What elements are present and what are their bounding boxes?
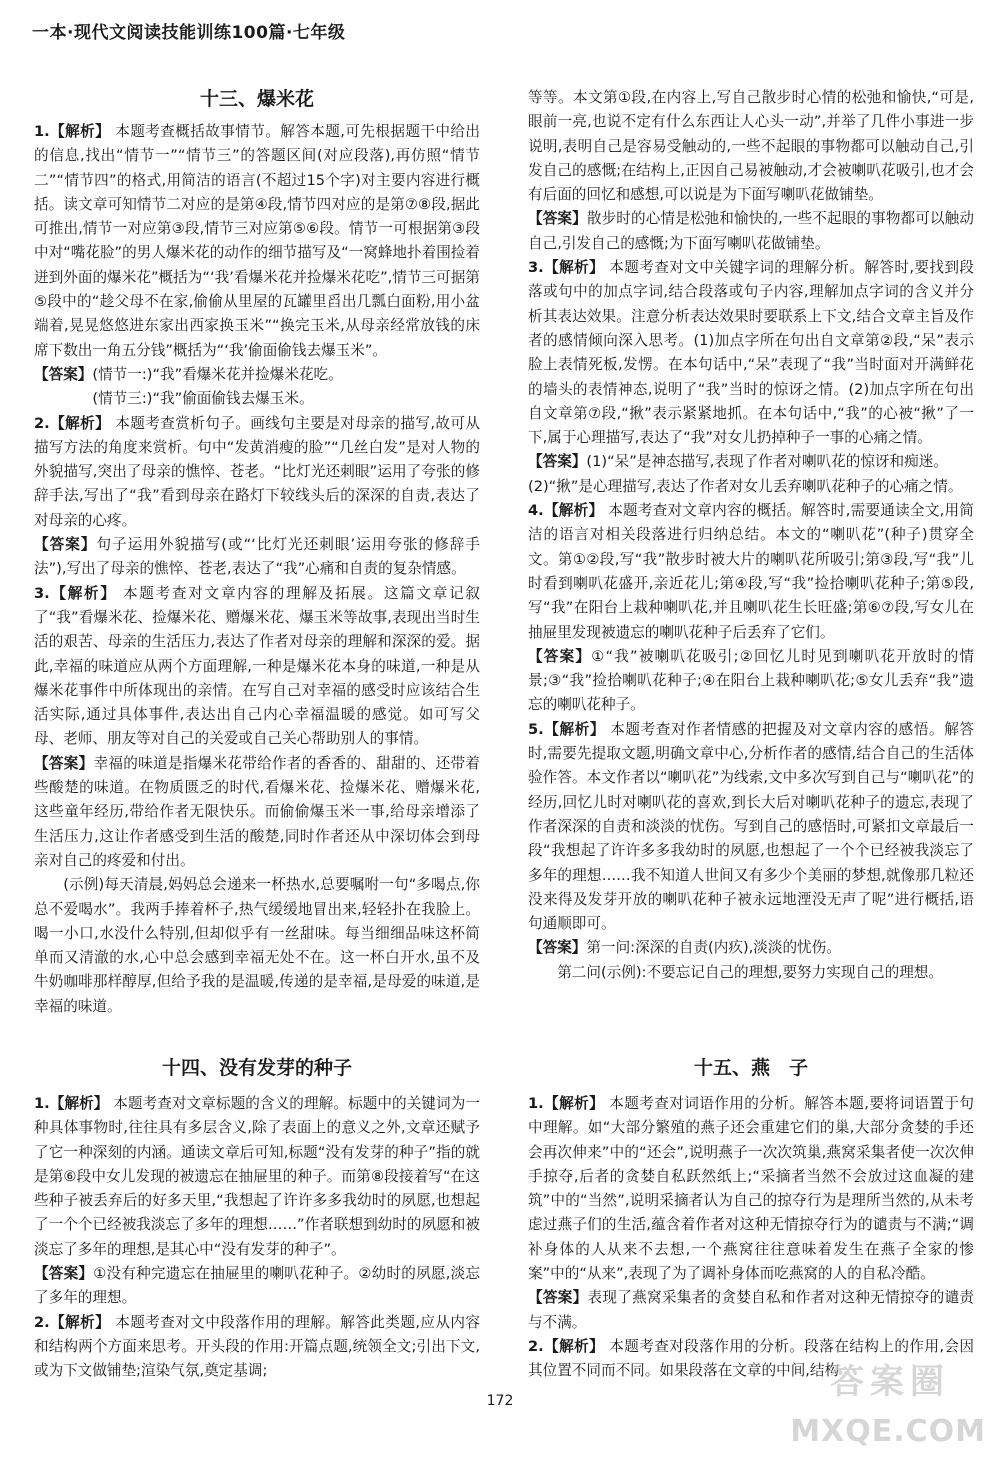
- s13b-q5-answer: [528, 936, 974, 960]
- s14-q1-number: 1.: [34, 1095, 50, 1112]
- s13-q1-analysis-tag: 【解析】: [49, 123, 111, 140]
- s13b-q3-analysis-tag: 【解析】: [543, 259, 605, 277]
- s13b-q5-answer-1: 第一问:深深的自责(内疚),淡淡的忧伤。: [586, 939, 841, 957]
- section-15-column: [528, 1092, 974, 1384]
- s13-q3-answer: [34, 752, 480, 873]
- s13-q1-answer: [34, 363, 480, 387]
- s13b-q5-number: 5.: [528, 720, 544, 738]
- s13b-q3: [528, 256, 974, 450]
- s15-q1: [528, 1092, 974, 1286]
- s13b-q4-answer: [528, 645, 974, 718]
- s13-q1-answer-tag: 【答案】: [34, 365, 93, 383]
- s13-continued-analysis: 等等。本文第①段,在内容上,写自己散步时心情的松弛和愉快,“可是,眼前一亮,也说不定有什么东西让人心头一动”,并举了几件小事进一步说明,表明自己是容易受触动的,一些不起眼的事物都可以触动自己,引发自己的感慨;在结构上,正因自己易被触动,才会被喇叭花吸引,也才会有后面的回忆和感想,可以说是为下面写喇叭花做铺垫。: [528, 89, 974, 204]
- s13-q1-answer-2: (情节三:)“我”偷面偷钱去爆玉米。: [92, 390, 314, 408]
- s13-q2-answer-tag: 【答案】: [34, 536, 97, 554]
- right-column: [528, 86, 974, 985]
- s13-q2-answer: [34, 533, 480, 582]
- s15-q1-analysis-tag: 【解析】: [543, 1095, 605, 1112]
- s13b-q5: [528, 718, 974, 937]
- s13-q2: [34, 412, 480, 533]
- s15-q2-analysis: 本题考查对段落作用的分析。段落在结构上的作用,会因其位置不同而不同。如果段落在文章的中间,结构: [528, 1337, 974, 1380]
- s14-q1-answer: [34, 1262, 480, 1311]
- s15-q2-number: 2.: [528, 1337, 544, 1355]
- s13-continued-answer: [528, 207, 974, 256]
- s15-q1-analysis: 本题考查对词语作用的分析。解答本题,要将词语置于句中理解。如“大部分繁殖的燕子还会重建它们的巢,大部分贪婪的手还会再次伸来”中的“还会”,说明燕子一次次筑巢,燕窝采集者使一次次伸手掠夺,后者的贪婪自私跃然纸上;“采摘者当然不会放过这血凝的建筑”中的“当然”,说明采摘者认为自己的掠夺行为是理所当然的,从未考虑过燕子们的生活,蕴含着作者对这种无情掠夺行为的谴责与不满;“调补身体的人从来不去想,一个燕窝往往意味着发生在燕子全家的惨案”中的“从来”,表现了为了调补身体而吃燕窝的人的自私冷酷。: [528, 1095, 974, 1283]
- s13b-q4: [528, 499, 974, 645]
- s13-q3-answer-tag: 【答案】: [34, 754, 94, 772]
- s13-q3: [34, 582, 480, 752]
- s14-q1-analysis-tag: 【解析】: [49, 1095, 109, 1112]
- s13b-q4-analysis: 本题考查对文章内容的概括。解答时,需要通读全文,用简洁的语言对相关段落进行归纳总结。本文的“喇叭花”(种子)贯穿全文。第①②段,写“我”散步时被大片的喇叭花所吸引;第③段,写“我”儿时看到喇叭花盛开,亲近花儿;第④段,写“我”捡拾喇叭花种子;第⑤段,写“我”在阳台上栽种喇叭花,并且喇叭花生长旺盛;第⑥⑦段,写女儿在抽屉里发现被遗忘的喇叭花种子后丢弃了它们。: [528, 502, 974, 641]
- page-number: 172: [486, 1393, 514, 1409]
- s13-q3-answer-text: 幸福的味道是指爆米花带给作者的香香的、甜甜的、还带着些酸楚的味道。在物质匮乏的时代,看爆米花、捡爆米花、赠爆米花,这些童年经历,带给作者无限快乐。而偷偷爆玉米一事,给母亲增添了生活压力,这让作者感受到生活的酸楚,同时作者还从中深切体会到母亲对自己的疼爱和付出。: [34, 754, 480, 869]
- s15-q1-answer-tag: 【答案】: [528, 1289, 588, 1307]
- s13-continued-answer-tag: 【答案】: [528, 210, 587, 228]
- s15-q1-answer: [528, 1286, 974, 1335]
- s13b-q4-answer-tag: 【答案】: [528, 647, 592, 665]
- s13b-q5-analysis-tag: 【解析】: [543, 720, 606, 738]
- watermark-url: MXQE.COM: [790, 1414, 986, 1449]
- s13b-q3-answer-tag: 【答案】: [528, 453, 587, 471]
- s13b-q5-answer-tag: 【答案】: [528, 939, 587, 957]
- s13-q2-analysis: 本题考查赏析句子。画线句主要是对母亲的描写,故可从描写方法的角度来赏析。句中“发黄消瘦的脸”“几丝白发”是对人物的外貌描写,突出了母亲的憔悴、苍老。“比灯光还刺眼”运用了夸张的修辞手法,写出了“我”看到母亲在路灯下较线头后的深深的自责,表达了对母亲的心疼。: [34, 414, 480, 529]
- s15-q1-number: 1.: [528, 1095, 544, 1112]
- section-14-column: [34, 1092, 480, 1384]
- s13b-q3-answer-1: (1)“呆”是神态描写,表现了作者对喇叭花的惊讶和痴迷。: [586, 453, 948, 471]
- book-header: 一本·现代文阅读技能训练100篇·七年级: [32, 23, 346, 43]
- s13b-q4-number: 4.: [528, 502, 544, 520]
- section-15-title: 十五、燕 子: [693, 1057, 808, 1079]
- s14-q2-analysis: 本题考查对文中段落作用的理解。解答此类题,应从内容和结构两个方面来思考。开头段的作用:开篇点题,统领全文;引出下文,或为下文做铺垫;渲染气氛,奠定基调;: [34, 1313, 480, 1380]
- s13b-q3-answer-2: (2)“揪”是心理描写,表达了作者对女儿丢弃喇叭花种子的心痛之情。: [528, 477, 963, 495]
- s14-q2: [34, 1311, 480, 1384]
- s14-q2-analysis-tag: 【解析】: [49, 1313, 111, 1331]
- s13-q2-analysis-tag: 【解析】: [49, 414, 111, 432]
- left-column: [34, 86, 480, 1019]
- section-13-title: 十三、爆米花: [199, 88, 314, 110]
- s15-q1-answer-text: 表现了燕窝采集者的贪婪自私和作者对这种无情掠夺的谴责与不满。: [528, 1289, 974, 1331]
- s13-continued-answer-text: 散步时的心情是松弛和愉快的,一些不起眼的事物都可以触动自己,引发自己的感慨;为下面写喇叭花做铺垫。: [528, 210, 974, 252]
- s13b-q4-analysis-tag: 【解析】: [543, 502, 604, 520]
- s13-q3-analysis: 本题考查对文章内容的理解及拓展。这篇文章记叙了“我”看爆米花、捡爆米花、赠爆米花、爆玉米等故事,表现出当时生活的艰苦、母亲的生活压力,表达了作者对母亲的理解和深深的爱。据此,幸福的味道应从两个方面理解,一种是爆米花本身的味道,一种是从爆米花事件中所体现出的亲情。在写自己对幸福的感受时应该结合生活实际,通过具体事件,表达出自己内心幸福温暖的感觉。如可写父母、老师、朋友等对自己的关爱或自己关心帮助别人的事情。: [34, 584, 480, 748]
- s13-q2-answer-text: 句子运用外貌描写(或“‘比灯光还刺眼’运用夸张的修辞手法”),写出了母亲的憔悴、苍老,表达了“我”心痛和自责的复杂情感。: [34, 536, 480, 578]
- watermark-logo: 答案圈: [830, 1362, 950, 1402]
- s13-q3-example: (示例)每天清晨,妈妈总会递来一杯热水,总要嘱咐一句“多喝点,你总不爱喝水”。我两手捧着杯子,热气缓缓地冒出来,轻轻扑在我脸上。喝一小口,水没什么特别,但却似乎有一丝甜味。每当细细品味这杯简单而又清澈的水,心中总会感到幸福无处不在。这一杯白开水,虽不及牛奶咖啡那样醇厚,但给予我的是温暖,传递的是幸福,是母爱的味道,是幸福的味道。: [34, 876, 480, 1015]
- s13-q1-number: 1.: [34, 123, 50, 140]
- s14-q1-answer-text: ①没有种完遗忘在抽屉里的喇叭花种子。②幼时的夙愿,淡忘了多年的理想。: [34, 1265, 480, 1307]
- s13-q2-number: 2.: [34, 414, 50, 432]
- s14-q1-analysis: 本题考查对文章标题的含义的理解。标题中的关键词为一种具体事物时,往往具有多层含义,除了表面上的意义之外,文章还赋予了它一种深刻的内涵。通读文章后可知,标题“没有发芽的种子”指的就是第⑥段中女儿发现的被遗忘在抽屉里的种子。而第⑧段接着写“在这些种子被丢弃后的好多天里,“我想起了许许多多我幼时的夙愿,也想起了一个个已经被我淡忘了多年的理想……”作者联想到幼时的夙愿和被淡忘了多年的理想,是其心中“没有发芽的种子”。: [34, 1095, 480, 1258]
- s14-q2-number: 2.: [34, 1313, 50, 1331]
- s13-q1-answer-1: (情节一:)“我”看爆米花并捡爆米花吃。: [92, 365, 343, 383]
- section-14-title: 十四、没有发芽的种子: [161, 1057, 352, 1079]
- s13b-q5-answer-2: 第二问(示例):不要忘记自己的理想,要努力实现自己的理想。: [557, 963, 943, 981]
- s13b-q3-number: 3.: [528, 259, 544, 277]
- s14-q1-answer-tag: 【答案】: [34, 1265, 94, 1283]
- s13b-q4-answer-text: ①“我”被喇叭花吸引;②回忆儿时见到喇叭花开放时的情景;③“我”捡拾喇叭花种子;④在阳台上栽种喇叭花;⑤女儿丢弃“我”遗忘的喇叭花种子。: [528, 647, 974, 714]
- s13b-q3-answer: [528, 450, 974, 474]
- s13-q1-analysis: 本题考查概括故事情节。解答本题,可先根据题干中给出的信息,找出“情节一”“情节三”的答题区间(对应段落),再仿照“情节二”“情节四”的格式,用简洁的语言(不超过15个字)对主要内容进行概括。读文章可知情节二对应的是第④段,情节四对应的是第⑦⑧段,据此可推出,情节一对应第③段,情节三对应第⑤⑥段。情节一可根据第③段中对“嘴花脸”的男人爆米花的动作的细节描写及“一窝蜂地扑着围捡着迸到外面的爆米花”概括为“‘我’看爆米花并捡爆米花吃”,情节三可据第⑤段中的“趁父母不在家,偷偷从里屋的瓦罐里舀出几瓢白面粉,用小盆端着,晃晃悠悠进东家出西家换玉米”“换完玉米,从母亲经常放钱的床席下数出一角五分钱”概括为“‘我’偷面偷钱去爆玉米”。: [34, 123, 480, 359]
- s13b-q5-analysis: 本题考查对作者情感的把握及对文章内容的感悟。解答时,需要先提取文题,明确文章中心,分析作者的感情,结合自己的生活体验作答。本文作者以“喇叭花”为线索,文中多次写到自己与“喇叭花”的经历,回忆儿时对喇叭花的喜欢,到长大后对喇叭花种子的遗忘,表现了作者深深的自责和淡淡的忧伤。写到自己的感悟时,可紧扣文章最后一段“我想起了许许多多我幼时的夙愿,也想起了一个个已经被我淡忘了多年的理想……我不知道人世间又有多少个美丽的梦想,就像那几粒还没来得及发芽开放的喇叭花种子被永远地湮没无声了呢”进行概括,语句通顺即可。: [528, 720, 974, 933]
- s13b-q3-analysis: 本题考查对文中关键字词的理解分析。解答时,要找到段落或句中的加点字词,结合段落或句子内容,理解加点字词的含义并分析其表达效果。注意分析表达效果时要联系上下文,结合文章主旨及作者的感情倾向深入思考。(1)加点字所在句出自文章第②段,“呆”表示脸上表情死板,发愣。在本句话中,“呆”表现了“我”当时面对开满鲜花的墙头的表情神态,说明了“我”当时的惊讶之情。(2)加点字所在句出自文章第⑦段,“揪”表示紧紧地抓。在本句话中,“我”的心被“揪”了一下,属于心理描写,表达了“我”对女儿扔掉种子一事的心痛之情。: [528, 259, 974, 447]
- s14-q1: [34, 1092, 480, 1262]
- s13-q3-analysis-tag: 【解析】: [49, 584, 117, 602]
- s15-q2-analysis-tag: 【解析】: [543, 1337, 605, 1355]
- s13-q3-number: 3.: [34, 584, 50, 602]
- s13-q1: [34, 120, 480, 363]
